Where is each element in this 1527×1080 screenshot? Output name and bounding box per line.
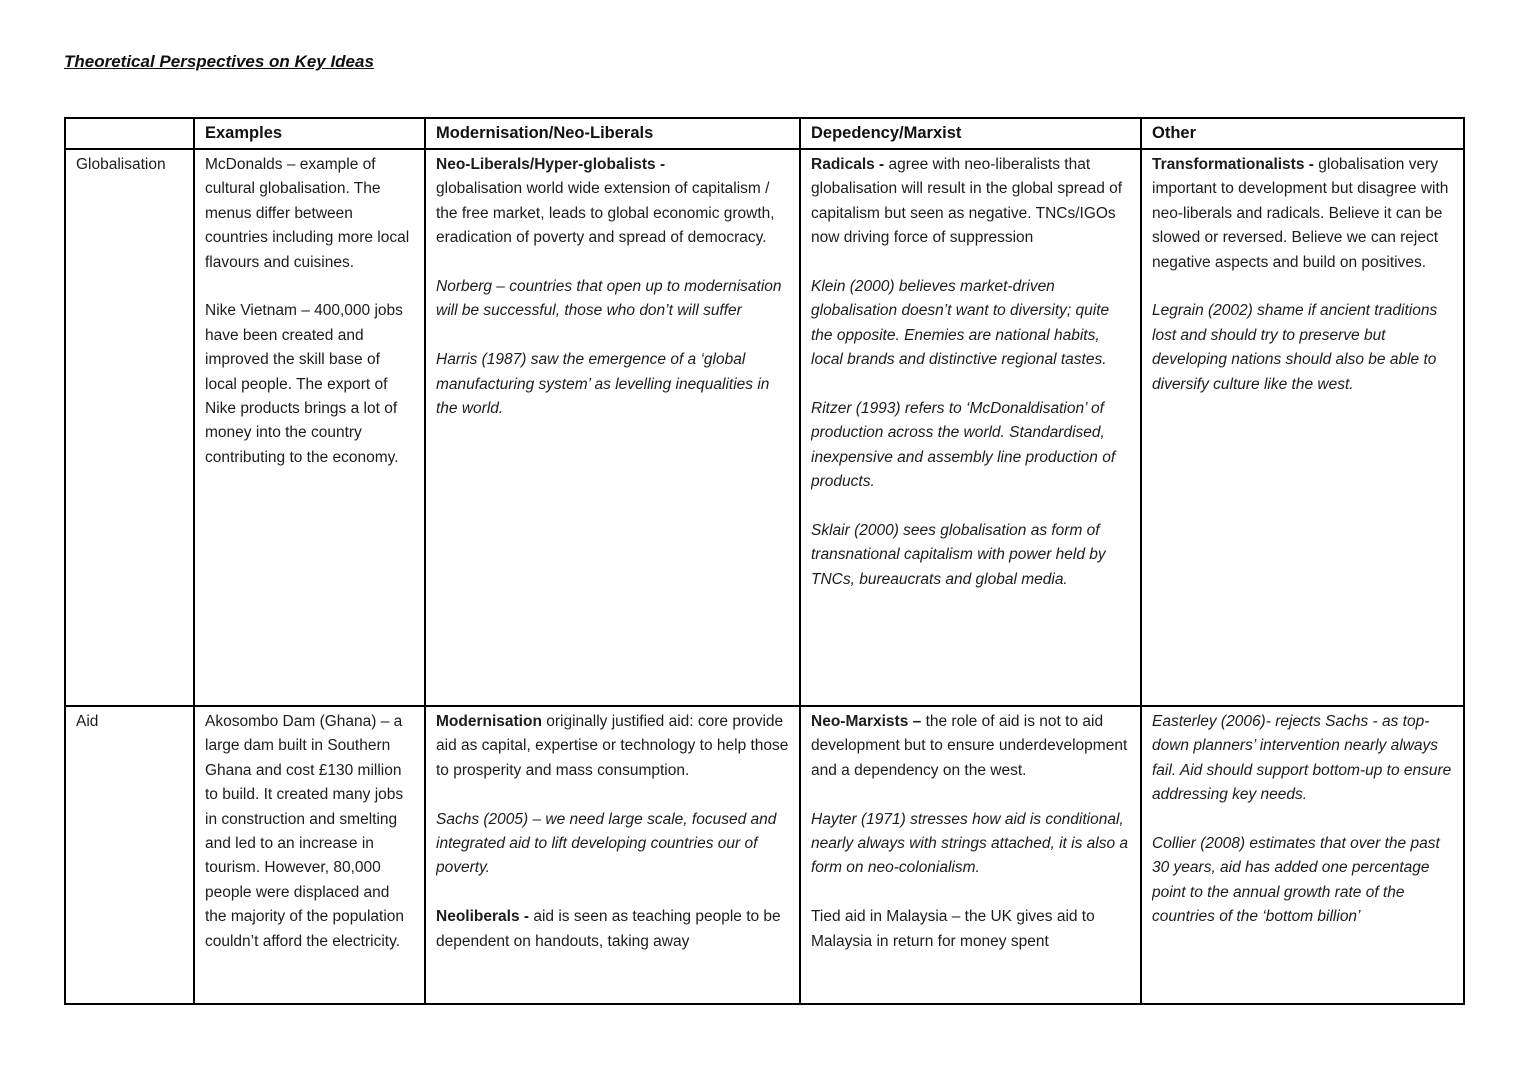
paragraph-text: Klein (2000) believes market-driven globalisation doesn’t want to diversity; quite the opposite. Enemies are national habits, local brands and distinctive regional tastes. <box>811 278 1110 369</box>
cell-paragraph <box>811 710 1131 783</box>
cell-paragraph <box>1152 832 1454 930</box>
paragraph-text: Sklair (2000) sees globalisation as form of transnational capitalism with power held by TNCs, bureaucrats and global media. <box>811 522 1106 588</box>
cell-paragraph <box>811 275 1131 373</box>
cell-paragraph <box>1152 299 1454 397</box>
paragraph-lead: Transformationalists - <box>1152 156 1314 173</box>
table-cell <box>800 149 1141 706</box>
table-header-cell: Modernisation/Neo-Liberals <box>425 118 800 149</box>
paragraph-text: Easterley (2006)- rejects Sachs - as top-down planners’ intervention nearly always fail. Aid should support bottom-up to ensure addressing key needs. <box>1152 713 1452 804</box>
table-cell <box>194 149 425 706</box>
table-cell <box>1141 706 1464 1004</box>
table-header-row <box>65 118 1464 149</box>
paragraph-lead: Neoliberals - <box>436 908 530 926</box>
table-cell <box>1141 149 1464 706</box>
paragraph-lead: Radicals - <box>811 156 885 173</box>
table-header-cell: Examples <box>194 118 425 149</box>
cell-paragraph <box>811 519 1131 592</box>
paragraph-text: globalisation very important to development but disagree with neo-liberals and radicals. Believe it can be slowed or reversed. Believe we can reject negative aspects and build on positives. <box>1152 156 1449 271</box>
paragraph-text: Harris (1987) saw the emergence of a ‘global manufacturing system’ as levelling inequalities in the world. <box>436 351 770 418</box>
table-row <box>65 149 1464 706</box>
cell-paragraph <box>436 348 790 421</box>
cell-paragraph <box>811 397 1131 495</box>
table-header-cell <box>65 118 194 149</box>
table-header-cell: Depedency/Marxist <box>800 118 1141 149</box>
cell-paragraph <box>1152 153 1454 275</box>
cell-content <box>436 153 790 699</box>
paragraph-text: Norberg – countries that open up to modernisation will be successful, those who don’t will suffer <box>436 278 782 320</box>
paragraph-lead: Neo-Liberals/Hyper-globalists - <box>436 156 666 173</box>
cell-paragraph <box>436 710 790 783</box>
row-label: Aid <box>76 713 99 730</box>
cell-paragraph <box>811 153 1131 251</box>
table-cell <box>425 706 800 1004</box>
paragraph-text: agree with neo-liberalists that globalisation will result in the global spread of capitalism but seen as negative. TNCs/IGOs now driving force of suppression <box>811 156 1123 247</box>
cell-paragraph <box>436 808 790 881</box>
cell-content <box>811 710 1131 1001</box>
paragraph-text: Ritzer (1993) refers to ‘McDonaldisation’ of production across the world. Standardised, inexpensive and assembly line production of products. <box>811 400 1116 491</box>
cell-paragraph <box>205 153 415 275</box>
paragraph-text: aid is seen as teaching people to be dependent on handouts, taking away <box>436 908 781 950</box>
cell-paragraph <box>436 905 790 954</box>
cell-paragraph <box>1152 710 1454 808</box>
row-label: Globalisation <box>76 156 166 173</box>
cell-paragraph <box>436 153 790 251</box>
table-row <box>65 706 1464 1004</box>
row-label-cell <box>65 149 194 706</box>
paragraph-text: the role of aid is not to aid development but to ensure underdevelopment and a dependency on the west. <box>811 713 1128 779</box>
table-cell <box>425 149 800 706</box>
cell-content <box>436 710 790 1001</box>
cell-paragraph <box>811 905 1131 954</box>
paragraph-text: Tied aid in Malaysia – the UK gives aid to Malaysia in return for money spent <box>811 908 1095 950</box>
paragraph-lead: Neo-Marxists – <box>811 713 922 730</box>
cell-content <box>811 153 1131 699</box>
page-title: Theoretical Perspectives on Key Ideas <box>64 52 374 71</box>
table-cell <box>194 706 425 1004</box>
paragraph-lead: Modernisation <box>436 713 542 730</box>
paragraph-text: Sachs (2005) – we need large scale, focused and integrated aid to lift developing countries our of poverty. <box>436 810 777 877</box>
paragraph-text: Hayter (1971) stresses how aid is conditional, nearly always with strings attached, it is also a form on neo-colonialism. <box>811 810 1129 877</box>
cell-paragraph <box>436 275 790 324</box>
paragraph-text: Legrain (2002) shame if ancient traditions lost and should try to preserve but developing nations should also be able to diversify culture like the west. <box>1152 302 1438 393</box>
cell-paragraph <box>811 808 1131 881</box>
paragraph-text: Akosombo Dam (Ghana) – a large dam built in Southern Ghana and cost £130 million to build. It created many jobs in construction and smelting and led to an increase in tourism. However, 80,000 people were displaced and the majority of the population couldn’t afford the electricity. <box>205 713 405 950</box>
cell-content <box>1152 710 1454 1001</box>
paragraph-text: globalisation world wide extension of capitalism / the free market, leads to global economic growth, eradication of poverty and spread of democracy. <box>436 180 775 247</box>
cell-paragraph <box>205 710 415 954</box>
paragraph-text: McDonalds – example of cultural globalisation. The menus differ between countries including more local flavours and cuisines. <box>205 156 410 271</box>
cell-content <box>205 153 415 699</box>
cell-content <box>205 710 415 1001</box>
paragraph-text: Nike Vietnam – 400,000 jobs have been created and improved the skill base of local people. The export of Nike products brings a lot of money into the country contributing to the economy. <box>205 302 403 466</box>
perspectives-table <box>64 117 1465 1005</box>
table-cell <box>800 706 1141 1004</box>
cell-paragraph <box>205 299 415 470</box>
cell-content <box>1152 153 1454 699</box>
paragraph-text: Collier (2008) estimates that over the past 30 years, aid has added one percentage point to the annual growth rate of the countries of the ‘bottom billion’ <box>1152 835 1440 926</box>
table-body <box>65 149 1464 1004</box>
table-header-cell: Other <box>1141 118 1464 149</box>
paragraph-text: originally justified aid: core provide aid as capital, expertise or technology to help those to prosperity and mass consumption. <box>436 713 789 779</box>
row-label-cell <box>65 706 194 1004</box>
